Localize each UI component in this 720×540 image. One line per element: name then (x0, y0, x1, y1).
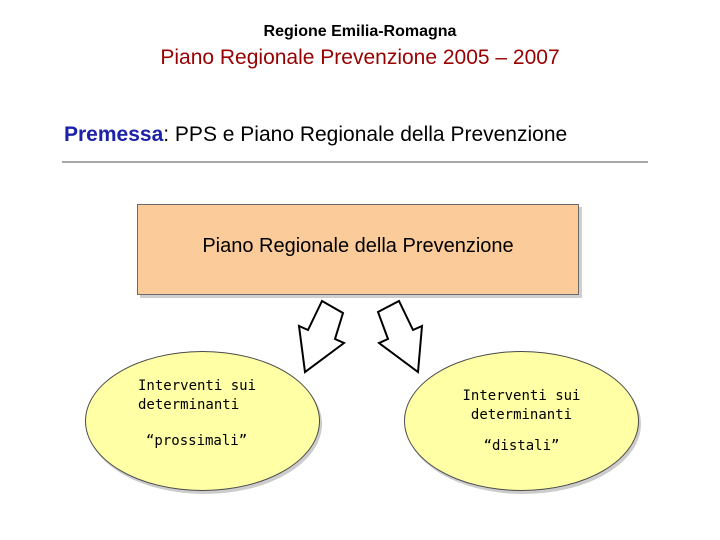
ellipse-line: Interventi sui (138, 378, 257, 394)
subtitle-separator: : (163, 123, 170, 146)
ellipse-line: determinanti (470, 407, 573, 423)
ellipse-line: Interventi sui (462, 388, 581, 404)
plan-box-label: Piano Regionale della Prevenzione (202, 235, 514, 257)
right-down-arrow (378, 301, 422, 372)
subtitle-text: PPS e Piano Regionale della Prevenzione (169, 123, 568, 146)
distal-determinants-ellipse (404, 351, 639, 491)
left-down-arrow (299, 301, 344, 372)
proximal-label: “prossimali” (146, 433, 248, 449)
premessa-label: Premessa (64, 123, 164, 146)
proximal-ellipse-heading (138, 377, 256, 415)
distal-label: “distali” (483, 438, 560, 454)
region-title: Regione Emilia-Romagna (263, 23, 457, 40)
ellipse-line: determinanti (138, 397, 240, 413)
proximal-determinants-ellipse (85, 351, 320, 491)
plan-title: Piano Regionale Prevenzione 2005 – 2007 (160, 46, 560, 69)
distal-ellipse-heading (405, 387, 638, 425)
